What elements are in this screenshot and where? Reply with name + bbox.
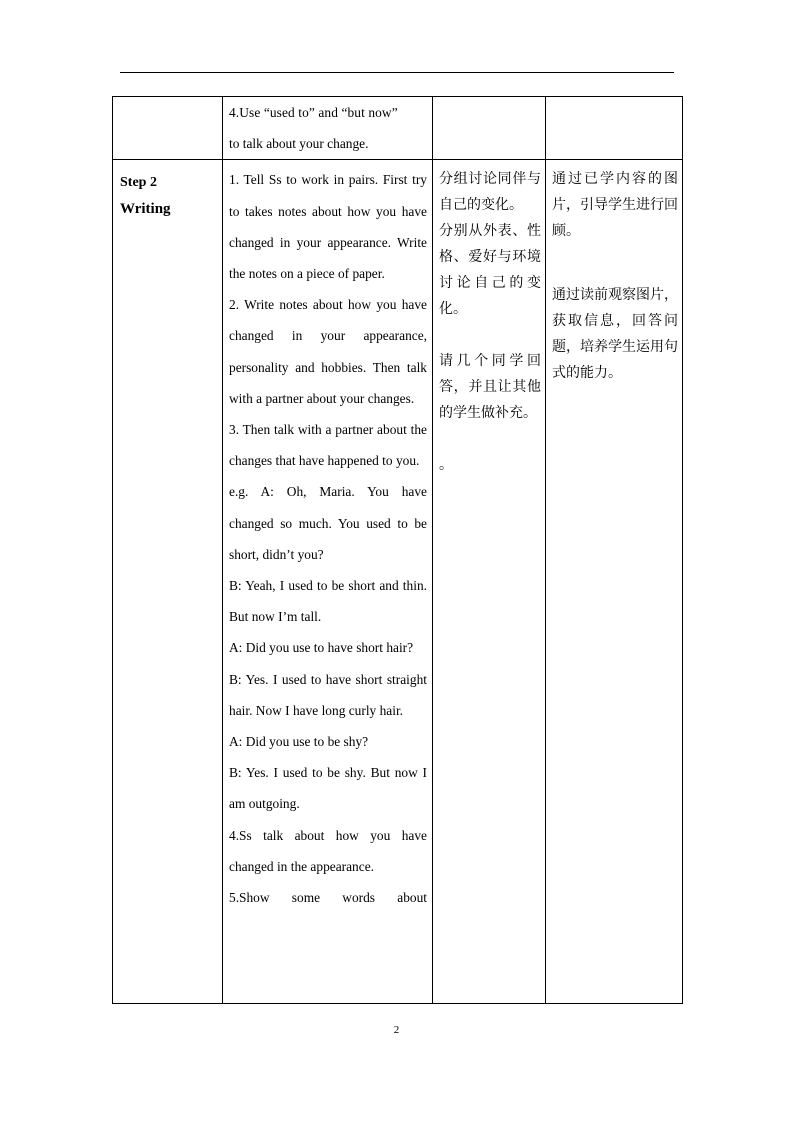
student-activity-cell: [433, 160, 546, 1004]
paragraph: A: Did you use to be shy?: [229, 734, 369, 750]
step-label: Step 2: [120, 175, 157, 191]
table-row: [113, 97, 683, 160]
step-cell: [113, 97, 223, 160]
paragraph: 分别从外表、性格、爱好与环境讨论自己的变化。: [439, 223, 541, 318]
paragraph: 1. Tell Ss to work in pairs. First try to takes notes about how you have changed in your appearance. Write the notes on a piece of paper.: [229, 172, 427, 282]
paragraph: 3. Then talk with a partner about the changes that have happened to you.: [229, 422, 427, 469]
student-activity-cell: [433, 97, 546, 160]
paragraph: 4.Ss talk about how you have changed in the appearance.: [229, 827, 427, 874]
header-rule: [120, 72, 674, 73]
paragraph: B: Yes. I used to have short straight hair. Now I have long curly hair.: [229, 671, 427, 718]
design-intent-cell: [546, 97, 683, 160]
text-line: to talk about your change.: [229, 136, 369, 152]
step-title: Writing: [120, 201, 171, 218]
step-cell: [113, 160, 223, 1004]
teacher-activity-cell: [223, 160, 433, 1004]
teacher-activity-cell: [223, 97, 433, 160]
design-intent-cell: [546, 160, 683, 1004]
page-number: 2: [393, 1024, 400, 1036]
paragraph: 通过读前观察图片，获取信息，回答问题，培养学生运用句式的能力。: [552, 287, 678, 382]
paragraph: 5.Show some words about: [229, 890, 427, 906]
paragraph: 通过已学内容的图片，引导学生进行回顾。: [552, 171, 678, 240]
table-row: [113, 160, 683, 1004]
paragraph: 2. Write notes about how you have changed in your appearance, personality and hobbies. Then talk with a partner about your changes.: [229, 297, 427, 406]
paragraph: B: Yeah, I used to be short and thin. But now I’m tall.: [229, 578, 427, 625]
lesson-plan-table: [112, 96, 683, 1004]
text-line: 4.Use “used to” and “but now”: [229, 105, 398, 120]
paragraph: 。: [439, 457, 453, 474]
paragraph: 请几个同学回答，并且让其他的学生做补充。: [439, 353, 541, 422]
paragraph: A: Did you use to have short hair?: [229, 640, 414, 656]
paragraph: e.g. A: Oh, Maria. You have changed so much. You used to be short, didn’t you?: [229, 484, 427, 562]
paragraph: 分组讨论同伴与自己的变化。: [439, 171, 541, 214]
paragraph: B: Yes. I used to be shy. But now I am outgoing.: [229, 765, 427, 812]
